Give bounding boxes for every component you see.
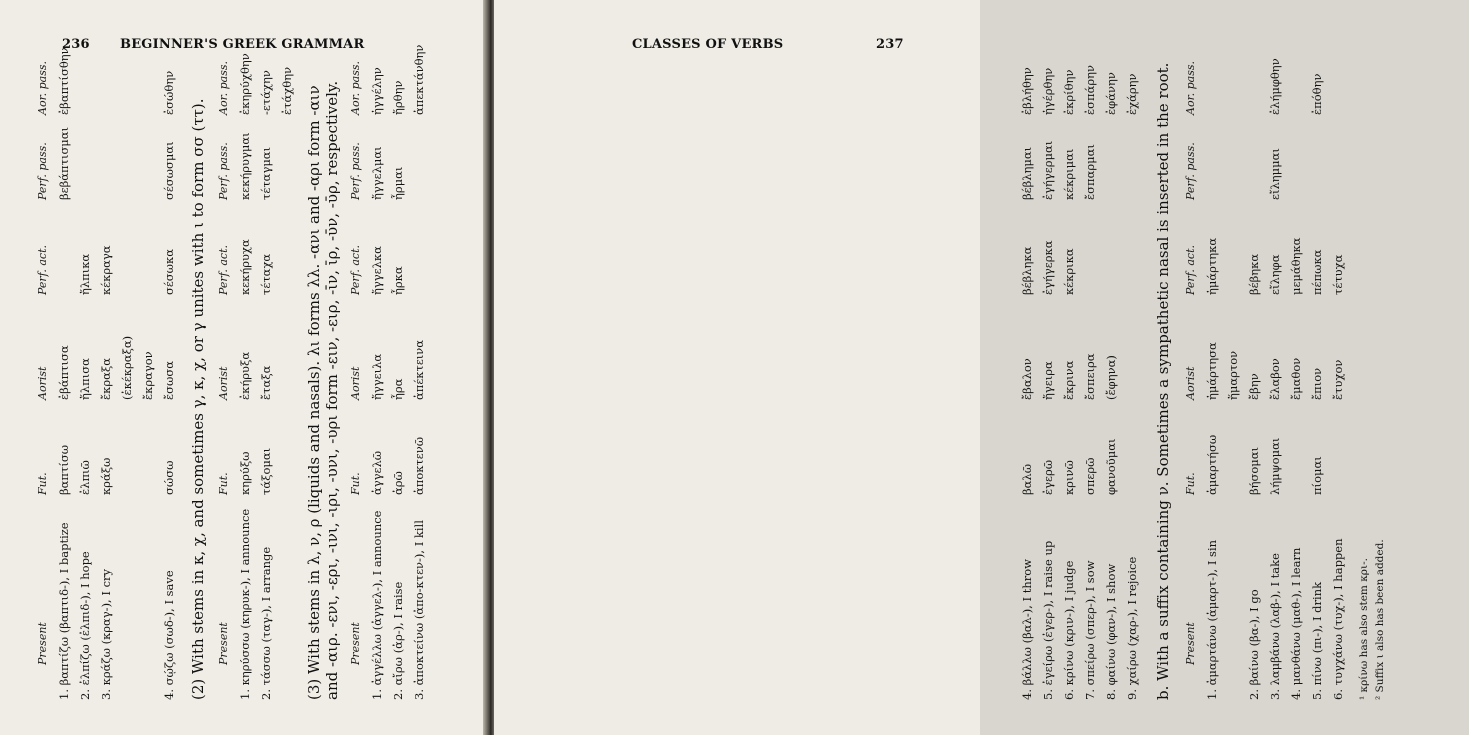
table-cell: ἡμάρτησα [1205, 342, 1219, 400]
table-cell: ἠγέρθην [1041, 67, 1055, 115]
table-cell: ἐγήγερκα [1041, 240, 1055, 295]
table-cell: ἐκηρύχθην [238, 53, 252, 115]
table-cell: ἁμαρτήσω [1205, 434, 1219, 495]
column-header: Perf. pass. [1184, 142, 1197, 200]
table-cell: ἤλπικα [78, 253, 92, 295]
column-header: Perf. pass. [36, 142, 49, 200]
table-cell: ἤλπισα [78, 358, 92, 400]
table-cell: βέβλημαι [1020, 146, 1034, 200]
table-cell: κέκραγα [99, 245, 113, 295]
table-cell: ἀποκτενῶ [412, 436, 426, 495]
table-cell: τέταχα [259, 253, 273, 295]
column-header: Aorist [217, 366, 230, 400]
table-cell: 5. ἐγείρω (ἐγερ-), I raise up [1041, 540, 1055, 700]
table-cell: 6. κρίνω (κριν-), I judge [1062, 560, 1076, 700]
table-cell: (ἐκέκραξα) [120, 335, 134, 400]
column-header: Aorist [36, 366, 49, 400]
left-page [0, 0, 486, 735]
table-cell: σέσωκα [162, 249, 176, 295]
table-cell: ἐφάνην [1104, 72, 1118, 115]
table-cell: 4. βάλλω (βαλ-), I throw [1020, 558, 1034, 700]
table-cell: 1. ἀγγέλλω (ἀγγελ-), I announce [370, 510, 384, 700]
table-cell: 5. πίνω (πι-), I drink [1310, 581, 1324, 700]
table-cell: 4. μανθάνω (μαθ-), I learn [1289, 547, 1303, 700]
table-cell: ἔκρινα [1062, 360, 1076, 400]
table-cell: 6. τυγχάνω (τυχ-), I happen [1331, 538, 1345, 700]
table-cell: ἔτυχον [1331, 359, 1345, 400]
column-header: Perf. act. [36, 245, 49, 295]
table-cell: κρινῶ [1062, 460, 1076, 495]
table-cell: ἦρκα [391, 266, 405, 295]
column-header: Fut. [349, 472, 362, 495]
table-cell: σώσω [162, 460, 176, 495]
column-header: Aor. pass. [36, 61, 49, 115]
table-cell: εἴληφα [1268, 254, 1282, 295]
footnote: ² Suffix ι also has been added. [1374, 539, 1386, 700]
table-cell: τάξομαι [259, 447, 273, 495]
table-cell: μεμάθηκα [1289, 237, 1303, 295]
table-cell: 1. βαπτίζω (βαπτιδ-), I baptize [57, 522, 71, 700]
table-cell: ἀγγελῶ [370, 450, 384, 495]
column-header: Present [1184, 622, 1197, 665]
table-cell: 2. βαίνω (βα-), I go [1247, 589, 1261, 700]
column-header: Fut. [36, 472, 49, 495]
table-cell: ἥμαρτον [1226, 350, 1240, 400]
table-cell: κέκριμαι [1062, 148, 1076, 200]
column-header: Perf. pass. [349, 142, 362, 200]
table-cell: 1. ἁμαρτάνω (ἁμαρτ-), I sin [1205, 539, 1219, 700]
table-cell: ἔταξα [259, 365, 273, 400]
column-header: Fut. [1184, 472, 1197, 495]
table-cell: 2. ἐλπίζω (ἐλπιδ-), I hope [78, 551, 92, 700]
table-cell: ἐγήγερμαι [1041, 140, 1055, 200]
table-cell: βαπτίσω [57, 444, 71, 495]
table-cell: (ἔφηνα) [1104, 355, 1118, 400]
column-header: Aorist [349, 366, 362, 400]
table-cell: ἦρμαι [391, 166, 405, 200]
table-cell: ἐβάπτισα [57, 345, 71, 400]
table-cell: ἀπεκτάνθην [412, 44, 426, 115]
table-cell: ἤρθην [391, 80, 405, 115]
table-cell: 3. λαμβάνω (λαβ-), I take [1268, 553, 1282, 700]
table-cell: ἔσπαρμαι [1083, 144, 1097, 200]
table-cell: ἔκραγον [141, 351, 155, 400]
right-page [494, 0, 1386, 735]
table-cell: ἠγγέλην [370, 67, 384, 115]
table-cell: 8. φαίνω (φαν-), I show [1104, 563, 1118, 700]
table-cell: ἤγγειλα [370, 353, 384, 400]
table-cell: ἀπέκτεινα [412, 339, 426, 400]
table-cell: ἔκραξα [99, 358, 113, 400]
table-cell: κεκήρυγμαι [238, 132, 252, 200]
table-cell: φανοῦμαι [1104, 438, 1118, 495]
table-cell: εἴλημμαι [1268, 148, 1282, 200]
section-heading: b. With a suffix containing ν. Sometimes a sympathetic nasal is inserted in the root. [1154, 62, 1172, 700]
running-head-right: CLASSES OF VERBS [632, 37, 784, 52]
table-cell: κεκήρυχα [238, 239, 252, 295]
table-cell: ἐβαπτίσθην [57, 47, 71, 115]
column-header: Aor. pass. [349, 61, 362, 115]
table-cell: βήσομαι [1247, 446, 1261, 495]
table-cell: λήμψομαι [1268, 437, 1282, 495]
column-header: Fut. [217, 472, 230, 495]
table-cell: ἐκήρυξα [238, 351, 252, 400]
table-cell: 7. σπείρω (σπερ-), I sow [1083, 560, 1097, 700]
table-cell: 4. σῴζω (σωδ-), I save [162, 570, 176, 700]
footnote: ¹ κρίνω has also stem κρι-. [1358, 558, 1370, 700]
table-cell: 2. αἴρω (ἀρ-), I raise [391, 581, 405, 700]
table-cell: ἔσωσα [162, 360, 176, 400]
column-header: Perf. pass. [217, 142, 230, 200]
table-cell: σέσωσμαι [162, 141, 176, 200]
column-header: Aor. pass. [1184, 61, 1197, 115]
table-cell: βέβληκα [1020, 246, 1034, 295]
table-cell: πέπωκα [1310, 249, 1324, 295]
table-cell: ἦρα [391, 378, 405, 400]
table-cell: ἐσώθην [162, 70, 176, 115]
table-cell: κηρύξω [238, 451, 252, 495]
table-cell: βέβηκα [1247, 253, 1261, 295]
table-cell: ἀρῶ [391, 471, 405, 495]
table-cell: 2. τάσσω (ταγ-), I arrange [259, 546, 273, 700]
section-heading: (3) With stems in λ, ν, ρ (liquids and nasals). λι forms λλ. -ανι and -αρι form -αιν [305, 85, 323, 700]
table-cell: ἤγειρα [1041, 361, 1055, 400]
column-header: Present [36, 622, 49, 665]
table-cell: 1. κηρύσσω (κηρυκ-), I announce [238, 508, 252, 700]
table-cell: ἔπιον [1310, 367, 1324, 400]
table-cell: ἔβην [1247, 373, 1261, 400]
right-rotated-content [1014, 50, 1469, 700]
table-cell: βαλῶ [1020, 463, 1034, 495]
column-header: Present [217, 622, 230, 665]
table-cell: 3. κράζω (κραγ-), I cry [99, 569, 113, 700]
column-header: Aorist [1184, 366, 1197, 400]
table-cell: ἐπόθην [1310, 73, 1324, 115]
table-cell: ἔμαθον [1289, 357, 1303, 400]
page-number-right: 237 [876, 37, 904, 52]
table-cell: βεβάπτισμαι [57, 126, 71, 200]
table-cell: 3. ἀποκτείνω (ἀπο-κτεν-), I kill [412, 520, 426, 700]
table-cell: ἤγγελκα [370, 246, 384, 295]
table-cell: ἐγερῶ [1041, 459, 1055, 495]
section-text: and -αιρ. -ενι, -ερι, -ινι, -ιρι, -υνι, -υρι form -ειν, -ειρ, -ῑν, ῑρ, -ῡν, -ῡρ, respectively. [323, 80, 341, 700]
table-cell: ἡμάρτηκα [1205, 237, 1219, 295]
column-header: Present [349, 622, 362, 665]
table-cell: σπερῶ [1083, 457, 1097, 495]
table-cell: ἔβαλον [1020, 358, 1034, 400]
table-cell: ἔσπειρα [1083, 353, 1097, 400]
table-cell: κράξω [99, 457, 113, 495]
table-cell: ἐχάρην [1125, 73, 1139, 115]
column-header: Perf. act. [1184, 245, 1197, 295]
table-cell: ἐκρίθην [1062, 69, 1076, 115]
running-head-left: BEGINNER'S GREEK GRAMMAR [120, 37, 365, 52]
table-cell: τέτυχα [1331, 254, 1345, 295]
table-cell: ἐτάχθην [280, 66, 294, 115]
column-header: Aor. pass. [217, 61, 230, 115]
table-cell: τέταγμαι [259, 146, 273, 200]
page-number-left: 236 [62, 37, 90, 52]
column-header: Perf. act. [217, 245, 230, 295]
table-cell: -ετάχην [259, 70, 273, 115]
table-cell: ἤγγελμαι [370, 146, 384, 200]
table-cell: ἐσπάρην [1083, 65, 1097, 115]
table-cell: ἔλαβον [1268, 358, 1282, 400]
table-cell: κέκρικα [1062, 248, 1076, 295]
table-cell: ἐβλήθην [1020, 67, 1034, 115]
table-cell: πίομαι [1310, 456, 1324, 495]
table-cell: ἐλήμφθην [1268, 58, 1282, 115]
table-cell: ἐλπιῶ [78, 460, 92, 495]
section-heading: (2) With stems in κ, χ, and sometimes γ, κ, χ, or γ unites with ι to form σσ (ττ). [189, 98, 207, 700]
column-header: Perf. act. [349, 245, 362, 295]
table-cell: 9. χαίρω (χαρ-), I rejoice [1125, 556, 1139, 700]
